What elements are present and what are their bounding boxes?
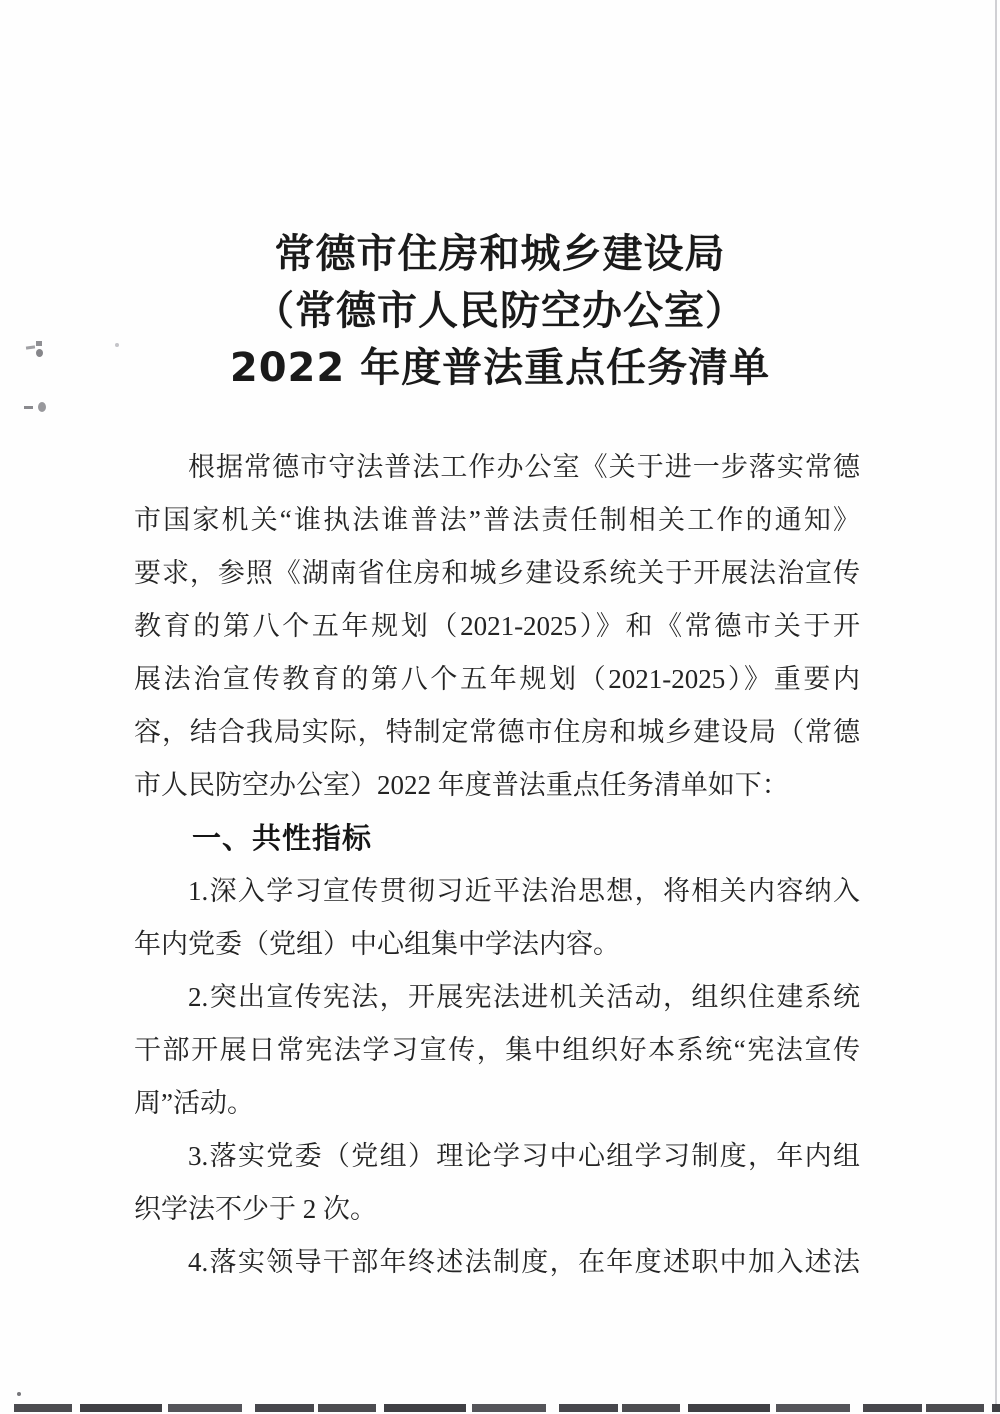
intro-line: 展法治宣传教育的第八个五年规划（2021-2025）》重要内 bbox=[134, 664, 860, 694]
intro-line: 市人民防空办公室）2022 年度普法重点任务清单如下： bbox=[134, 770, 789, 800]
title-line-1: 常德市住房和城乡建设局 bbox=[274, 231, 726, 277]
list-item-line: 4.落实领导干部年终述法制度，在年度述职中加入述法 bbox=[188, 1247, 860, 1277]
intro-line: 容，结合我局实际，特制定常德市住房和城乡建设局（常德 bbox=[134, 717, 860, 747]
intro-line: 要求，参照《湖南省住房和城乡建设系统关于开展法治宣传 bbox=[134, 558, 860, 588]
list-item-line: 年内党委（党组）中心组集中学法内容。 bbox=[134, 929, 620, 959]
list-item-line: 3.落实党委（党组）理论学习中心组学习制度，年内组 bbox=[188, 1141, 860, 1171]
scan-speck bbox=[115, 343, 119, 347]
title-line-3: 2022 年度普法重点任务清单 bbox=[229, 345, 771, 391]
list-item-line: 织学法不少于 2 次。 bbox=[134, 1194, 377, 1224]
document-body bbox=[134, 441, 860, 1289]
intro-line: 教育的第八个五年规划（2021-2025）》和《常德市关于开 bbox=[134, 611, 860, 641]
scan-speck bbox=[36, 341, 42, 346]
scan-noise-band bbox=[14, 1404, 1000, 1412]
scan-speck bbox=[38, 402, 46, 412]
scan-speck bbox=[17, 1392, 21, 1396]
section-heading: 一、共性指标 bbox=[192, 821, 373, 855]
list-item-line: 2.突出宣传宪法，开展宪法进机关活动，组织住建系统 bbox=[188, 982, 860, 1012]
scan-speck bbox=[24, 406, 33, 409]
list-item-line: 1.深入学习宣传贯彻习近平法治思想，将相关内容纳入 bbox=[188, 876, 860, 906]
list-item-line: 干部开展日常宪法学习宣传，集中组织好本系统“宪法宣传 bbox=[134, 1035, 860, 1065]
title-line-2: （常德市人民防空办公室） bbox=[254, 288, 746, 334]
intro-line: 市国家机关“谁执法谁普法”普法责任制相关工作的通知》 bbox=[134, 505, 860, 535]
document-title bbox=[0, 226, 1000, 397]
scan-edge-line bbox=[995, 0, 997, 1406]
intro-line: 根据常德市守法普法工作办公室《关于进一步落实常德 bbox=[188, 452, 860, 482]
list-item-line: 周”活动。 bbox=[134, 1088, 254, 1118]
scan-speck bbox=[36, 349, 43, 357]
